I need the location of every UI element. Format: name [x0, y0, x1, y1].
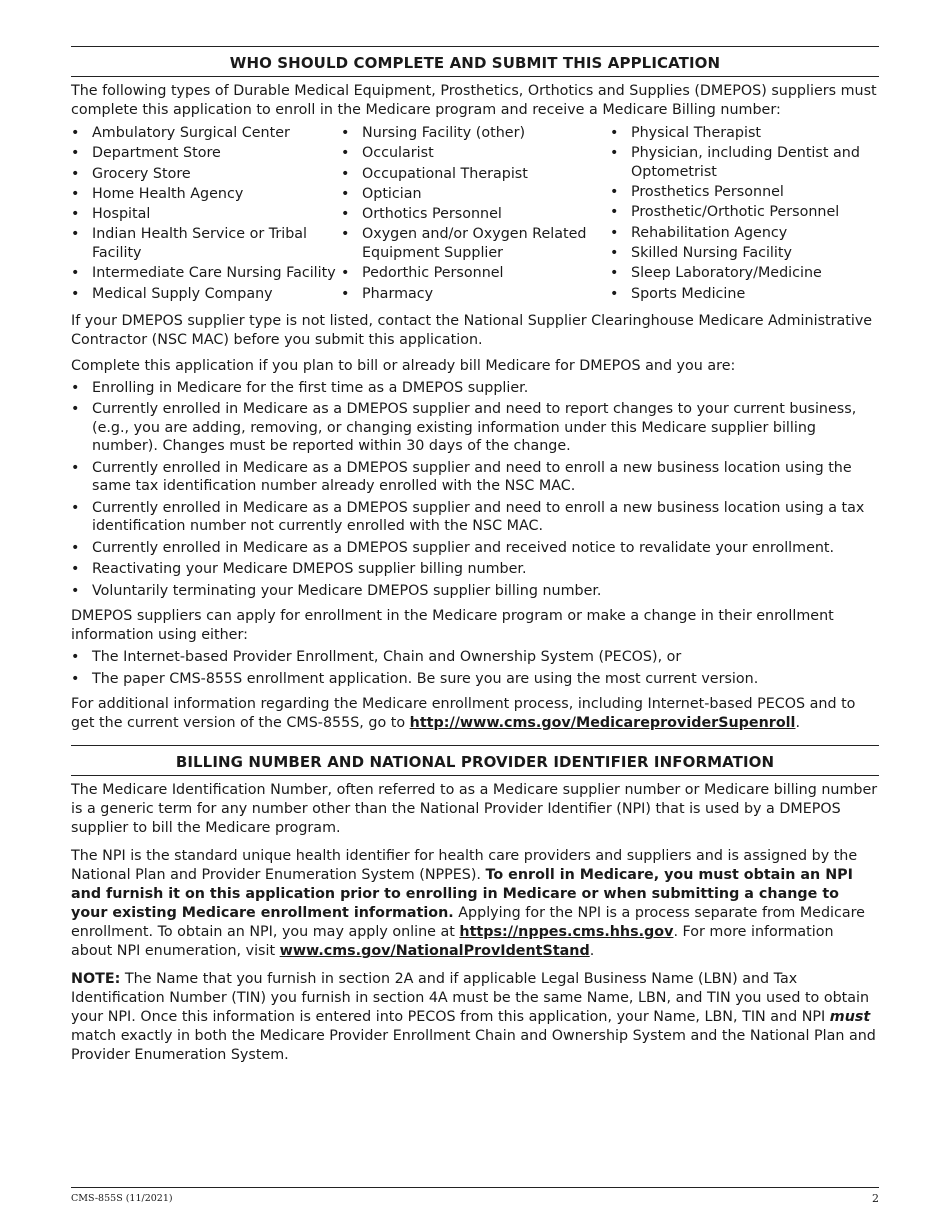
note-text-start: The Name that you furnish in section 2A and if applicable Legal Business Name (LBN) and Tax Identification Number (TIN) you furnish in section 4A must be the same Name, LBN, and TIN you used to obtain your NPI. Once this information is entered into PECOS from this application, your Name, LBN, TIN and NPI [71, 971, 870, 1026]
list-item: • Sleep Laboratory/Medicine [610, 264, 879, 283]
list-item: • Currently enrolled in Medicare as a DMEPOS supplier and received notice to revalidate your enrollment. [71, 539, 879, 558]
npi-text-end: . [589, 943, 595, 960]
billing-number-paragraph: The Medicare Identification Number, often referred to as a Medicare supplier number or Medicare billing number is a generic term for any number other than the National Provider Identifier (NPI) that is used by a DMEPOS supplier to bill the Medicare program. [71, 782, 878, 837]
list-item: • Physical Therapist [610, 124, 879, 143]
list-item: • Optician [341, 185, 610, 204]
apply-methods-intro: DMEPOS suppliers can apply for enrollment in the Medicare program or make a change in their enrollment information using either: [71, 608, 834, 644]
page-number: 2 [872, 1192, 879, 1205]
list-item: • Currently enrolled in Medicare as a DMEPOS supplier and need to enroll a new business location using the same tax identification number already enrolled with the NSC MAC. [71, 459, 879, 496]
list-item: • Voluntarily terminating your Medicare DMEPOS supplier billing number. [71, 582, 879, 601]
medicare-supenroll-link[interactable]: http://www.cms.gov/MedicareproviderSupenroll [409, 715, 796, 732]
list-item: • Prosthetics Personnel [610, 183, 879, 202]
list-item: • Currently enrolled in Medicare as a DMEPOS supplier and need to report changes to your current business, (e.g., you are adding, removing, or changing existing information under this Medicare supplier billing number). Changes must be reported within 30 days of the change. [71, 400, 879, 456]
list-item: • Intermediate Care Nursing Facility [71, 264, 341, 283]
form-id: CMS-855S (11/2021) [71, 1193, 173, 1204]
not-listed-paragraph: If your DMEPOS supplier type is not listed, contact the National Supplier Clearinghouse Medicare Administrative Contractor (NSC MAC) before you submit this application. [71, 312, 873, 348]
complete-if-paragraph: Complete this application if you plan to bill or already bill Medicare for DMEPOS and you are: [71, 357, 736, 374]
supplier-types-column-3 [610, 124, 879, 305]
supplier-types-list [71, 124, 879, 305]
list-item: • Hospital [71, 205, 341, 224]
list-item: • The paper CMS-855S enrollment application. Be sure you are using the most current version. [71, 670, 879, 689]
npi-requirement-bold: To enroll in Medicare, you must obtain an NPI and furnish it on this application prior to enrolling in Medicare or when submitting a change to your existing Medicare enrollment information. [71, 867, 853, 922]
npi-text-mid2: . For more information about NPI enumeration, visit [71, 924, 834, 960]
additional-info-end: . [795, 715, 801, 732]
page-content [71, 46, 879, 1065]
list-item: • Reactivating your Medicare DMEPOS supplier billing number. [71, 560, 879, 579]
list-item: • Ambulatory Surgical Center [71, 124, 341, 143]
list-item: • Occupational Therapist [341, 165, 610, 184]
note-text-end: match exactly in both the Medicare Provider Enrollment Chain and Ownership System and the National Plan and Provider Enumeration System. [71, 1028, 876, 1064]
list-item: • Grocery Store [71, 165, 341, 184]
additional-info-paragraph [71, 695, 879, 733]
list-item: • Nursing Facility (other) [341, 124, 610, 143]
list-item: • Prosthetic/Orthotic Personnel [610, 203, 879, 222]
npi-text-mid: Applying for the NPI is a process separate from Medicare enrollment. To obtain an NPI, you may apply online at [71, 905, 865, 941]
supplier-types-column-1 [71, 124, 341, 305]
list-item: • Department Store [71, 144, 341, 163]
npi-standard-link[interactable]: www.cms.gov/NationalProvIdentStand [279, 943, 590, 960]
list-item: • Rehabilitation Agency [610, 224, 879, 243]
section-2 [71, 745, 879, 1065]
section-title-billing-number: BILLING NUMBER AND NATIONAL PROVIDER IDENTIFIER INFORMATION [71, 746, 879, 776]
supplier-types-column-2 [341, 124, 610, 305]
list-item: • Pharmacy [341, 285, 610, 304]
additional-info-text: For additional information regarding the Medicare enrollment process, including Internet-based PECOS and to get the current version of the CMS-855S, go to [71, 696, 856, 732]
list-item: • Enrolling in Medicare for the first time as a DMEPOS supplier. [71, 379, 879, 398]
intro-paragraph: The following types of Durable Medical Equipment, Prosthetics, Orthotics and Supplies (DMEPOS) suppliers must complete this application to enroll in the Medicare program and receive a Medicare Billing number: [71, 83, 877, 118]
list-item: • Oxygen and/or Oxygen Related Equipment Supplier [341, 225, 610, 262]
section-title-who-should-complete: WHO SHOULD COMPLETE AND SUBMIT THIS APPLICATION [71, 47, 879, 77]
list-item: • Sports Medicine [610, 285, 879, 304]
npi-paragraph [71, 847, 879, 961]
list-item: • Pedorthic Personnel [341, 264, 610, 283]
list-item: • Orthotics Personnel [341, 205, 610, 224]
list-item: • Indian Health Service or Tribal Facility [71, 225, 341, 262]
list-item: • The Internet-based Provider Enrollment, Chain and Ownership System (PECOS), or [71, 648, 879, 667]
list-item: • Home Health Agency [71, 185, 341, 204]
list-item: • Currently enrolled in Medicare as a DMEPOS supplier and need to enroll a new business location using a tax identification number not currently enrolled with the NSC MAC. [71, 499, 879, 536]
note-paragraph [71, 970, 879, 1065]
list-item: • Physician, including Dentist and Optometrist [610, 144, 879, 181]
list-item: • Occularist [341, 144, 610, 163]
list-item: • Medical Supply Company [71, 285, 341, 304]
nppes-link[interactable]: https://nppes.cms.hhs.gov [459, 924, 674, 941]
npi-text-start: The NPI is the standard unique health identifier for health care providers and suppliers and is assigned by the National Plan and Provider Enumeration System (NPPES). [71, 848, 858, 884]
page-footer [71, 1187, 879, 1205]
note-label: NOTE: [71, 971, 121, 988]
note-must-emphasis: must [829, 1009, 871, 1026]
apply-methods-list [71, 648, 879, 688]
reasons-list [71, 379, 879, 601]
list-item: • Skilled Nursing Facility [610, 244, 879, 263]
